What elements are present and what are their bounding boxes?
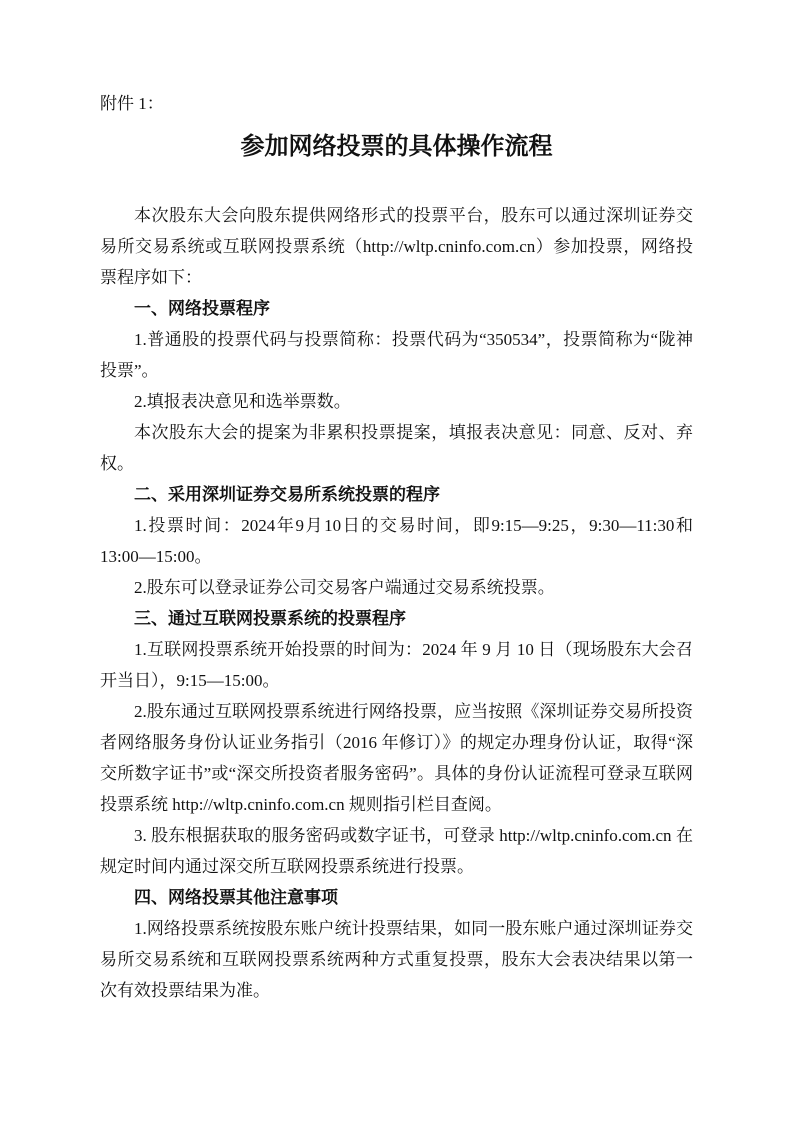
section-heading-1: 一、网络投票程序 [134,299,270,318]
document-body [100,200,693,1006]
paragraph: 1.网络投票系统按股东账户统计投票结果，如同一股东账户通过深圳证券交易所交易系统和互联网投票系统两种方式重复投票，股东大会表决结果以第一次有效投票结果为准。 [100,919,693,1000]
paragraph: 1.互联网投票系统开始投票的时间为：2024 年 9 月 10 日（现场股东大会召开当日），9:15—15:00。 [100,640,693,690]
section-heading-3: 三、通过互联网投票系统的投票程序 [134,609,406,628]
paragraph: 本次股东大会的提案为非累积投票提案，填报表决意见：同意、反对、弃权。 [100,423,693,473]
paragraph: 2.股东通过互联网投票系统进行网络投票，应当按照《深圳证券交易所投资者网络服务身份认证业务指引（2016 年修订）》的规定办理身份认证，取得“深交所数字证书”或“深交所投资者服务密码”。具体的身份认证流程可登录互联网投票系统 http://wltp.cninfo.com.cn 规则指引栏目查阅。 [100,702,693,814]
attachment-label: 附件 1： [100,94,164,113]
paragraph: 2.填报表决意见和选举票数。 [134,392,351,411]
paragraph: 3. 股东根据获取的服务密码或数字证书，可登录 http://wltp.cninfo.com.cn 在规定时间内通过深交所互联网投票系统进行投票。 [100,826,693,876]
section-heading-2: 二、采用深圳证券交易所系统投票的程序 [134,485,440,504]
paragraph: 1.普通股的投票代码与投票简称：投票代码为“350534”，投票简称为“陇神投票”。 [100,330,693,380]
page-title: 参加网络投票的具体操作流程 [240,133,553,160]
intro-paragraph: 本次股东大会向股东提供网络形式的投票平台，股东可以通过深圳证券交易所交易系统或互联网投票系统（http://wltp.cninfo.com.cn）参加投票，网络投票程序如下： [100,206,693,287]
paragraph: 2.股东可以登录证券公司交易客户端通过交易系统投票。 [134,578,555,597]
paragraph: 1.投票时间：2024年9月10日的交易时间，即9:15—9:25，9:30—11:30和13:00—15:00。 [100,516,693,566]
section-heading-4: 四、网络投票其他注意事项 [134,888,338,907]
